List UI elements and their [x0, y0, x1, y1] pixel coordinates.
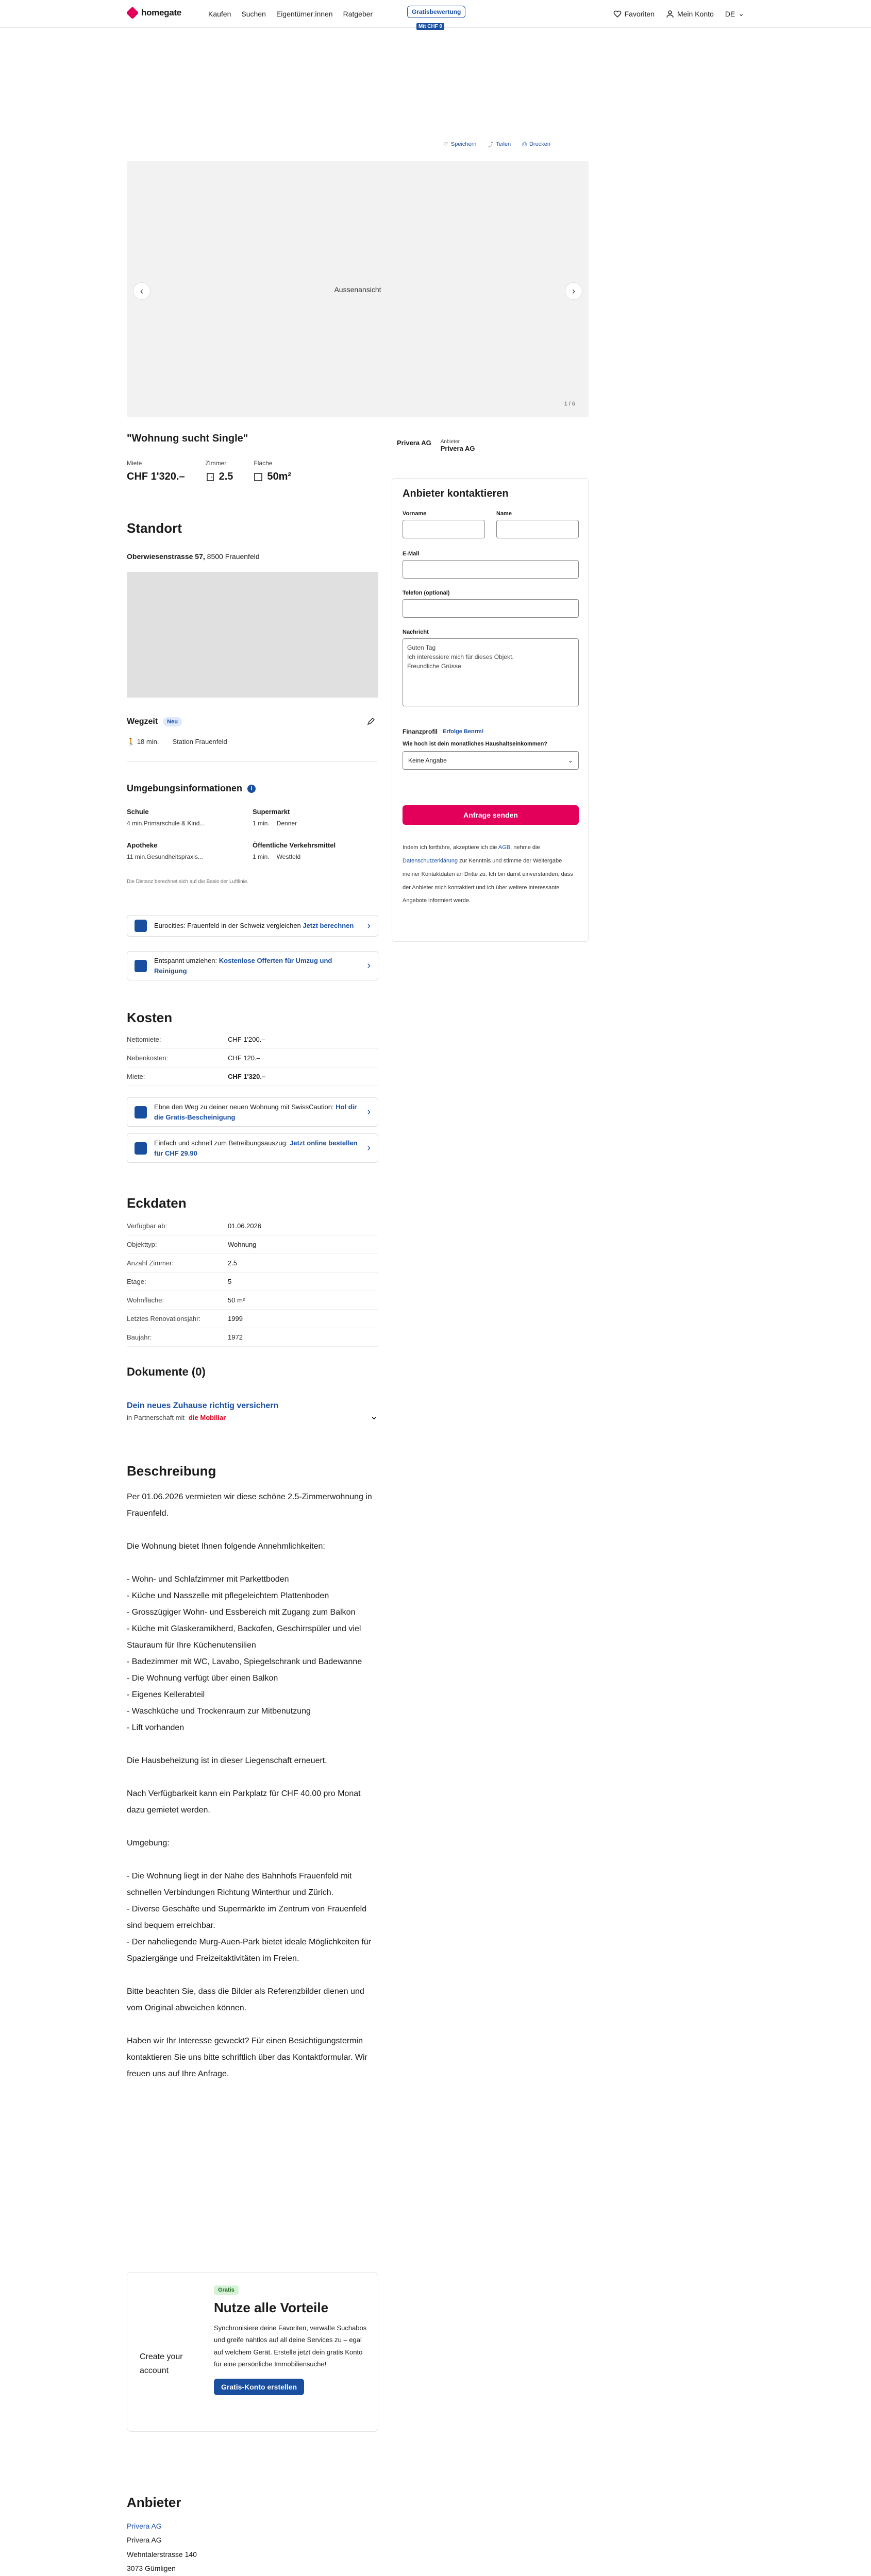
favorites-link[interactable]	[613, 10, 655, 18]
nachricht-textarea[interactable]	[403, 638, 579, 706]
description-text	[127, 1489, 378, 2099]
share-icon: ⤴	[488, 142, 494, 148]
promo-eurocities[interactable]	[127, 915, 378, 937]
wegzeit-label: Wegzeit	[127, 717, 158, 726]
eckdaten-heading: Eckdaten	[127, 1195, 187, 1211]
gallery-image-label: Aussenansicht	[334, 285, 381, 294]
wegzeit-station: Station Frauenfeld	[172, 738, 227, 745]
vorname-field	[403, 511, 485, 538]
table-row	[127, 1030, 378, 1049]
promo-text-b: Jetzt online bestellen für CHF 29.90	[154, 1139, 358, 1157]
promo-text	[154, 1138, 360, 1158]
promo-text-b: Kostenlose Offerten für Umzug und Reinigung	[154, 957, 332, 975]
share-label: Teilen	[496, 141, 511, 147]
wegzeit-minutes: 18 min.	[137, 738, 159, 745]
umgebung-heading	[127, 783, 256, 794]
insurance-partner	[127, 1414, 378, 1421]
surr-title: Apotheke	[127, 841, 158, 849]
divider	[127, 761, 378, 762]
address[interactable]	[127, 552, 260, 561]
send-request-button[interactable]: Anfrage senden	[403, 805, 579, 825]
gallery-prev-button[interactable]	[133, 282, 150, 300]
description-paragraph: Nach Verfügbarkeit kann ein Parkplatz für CHF 40.00 pro Monat dazu gemietet werden.	[127, 1789, 361, 1815]
income-select[interactable]	[403, 751, 579, 770]
wegzeit-time	[127, 738, 159, 746]
fact-flaeche-row	[254, 471, 291, 483]
logo-mark-icon	[126, 7, 139, 20]
surr-d1: 1 min.	[253, 853, 270, 860]
row-value: CHF 1'200.–	[228, 1036, 265, 1043]
document-icon	[135, 1142, 147, 1155]
share-actions	[443, 140, 550, 148]
row-key: Nettomiete:	[127, 1036, 161, 1043]
table-row	[127, 1067, 378, 1086]
nav-ratgeber[interactable]: Ratgeber	[343, 10, 373, 18]
agb-link[interactable]: AGB	[498, 844, 511, 851]
umgebung-title: Umgebungsinformationen	[127, 783, 242, 793]
vorname-input[interactable]	[403, 520, 485, 538]
account-label: Mein Konto	[677, 9, 714, 18]
legal-text-part: Indem ich fortfahre, akzeptiere ich die	[403, 844, 497, 851]
email-input[interactable]	[403, 560, 579, 579]
door-icon	[206, 472, 215, 482]
field-label: Vorname	[403, 511, 427, 517]
fact-miete-value: CHF 1'320.–	[127, 471, 185, 482]
provider-name: Privera AG	[440, 445, 475, 452]
insurance-partner-text: in Partnerschaft mit	[127, 1414, 185, 1421]
kosten-table	[127, 1030, 378, 1086]
promo-text-a: Entspannt umziehen:	[154, 957, 217, 964]
row-value: 50 m²	[228, 1296, 245, 1304]
field-label: Name	[496, 511, 512, 517]
mobiliar-logo: die Mobiliar	[189, 1414, 226, 1421]
description-paragraph: Haben wir Ihr Interesse geweckt? Für einen Besichtigungstermin kontaktieren Sie uns bitte schriftlich über das Kontaktformular. Wir freuen uns auf Ihre Anfrage.	[127, 2037, 367, 2078]
description-paragraph: Bitte beachten Sie, dass die Bilder als Referenzbilder dienen und vom Original abweichen können.	[127, 1987, 364, 2012]
table-row	[127, 1254, 378, 1273]
surr-schule	[127, 808, 253, 827]
save-label: Speichern	[450, 141, 477, 147]
provider-summary	[397, 439, 475, 452]
dokumente-heading: Dokumente (0)	[127, 1365, 206, 1378]
row-key: Etage:	[127, 1278, 146, 1285]
create-account-button[interactable]: Gratis-Konto erstellen	[214, 2379, 304, 2395]
area-icon	[254, 472, 263, 482]
walk-icon: 🚶	[127, 738, 136, 745]
row-value: 2.5	[228, 1259, 238, 1267]
promo-text-b: Jetzt berechnen	[303, 922, 354, 930]
surr-d1: 11 min.Gesundheitspraxis...	[127, 853, 203, 860]
table-row	[127, 1049, 378, 1067]
row-key: Letztes Renovationsjahr:	[127, 1315, 201, 1323]
nachricht-field	[403, 629, 579, 709]
insurance-promo[interactable]	[127, 1401, 378, 1421]
surr-detail	[127, 820, 253, 827]
telefon-field	[403, 590, 579, 618]
row-value: 5	[228, 1278, 232, 1285]
main-nav	[208, 10, 373, 18]
chevron-down-icon: ⌄	[738, 9, 744, 18]
table-row	[127, 1291, 378, 1310]
image-gallery[interactable]	[127, 161, 589, 417]
chevron-down-icon: ⌄	[567, 756, 573, 764]
chevron-right-icon: ›	[367, 1106, 371, 1117]
promo-text	[154, 1102, 360, 1122]
top-navigation-bar	[0, 0, 871, 28]
provider-city: 3073 Gümligen	[127, 2564, 176, 2572]
surr-d1: 1 min.	[253, 820, 270, 827]
kosten-heading: Kosten	[127, 1010, 173, 1025]
table-row	[127, 1328, 378, 1347]
eckdaten-table	[127, 1217, 378, 1347]
fact-zimmer-label: Zimmer	[205, 460, 227, 467]
description-paragraph: - Die Wohnung liegt in der Nähe des Bahnhofs Frauenfeld mit schnellen Verbindungen Richtung Winterthur und Zürich. - Diverse Geschäfte und Supermärkte im Zentrum von Frauenfeld sind bequem erreichbar. - Der naheliegende Murg-Auen-Park bietet ideale Möglichkeiten für Spaziergänge und Freizeitaktivitäten im Freien.	[127, 1872, 372, 1963]
surr-title: Supermarkt	[253, 808, 290, 816]
provider-street: Wehntalerstrasse 140	[127, 2550, 197, 2558]
anbieter-heading: Anbieter	[127, 2495, 181, 2510]
share-button[interactable]	[488, 140, 511, 148]
table-row	[127, 1235, 378, 1254]
chevron-right-icon: ›	[367, 920, 371, 931]
contact-form-title: Anbieter kontaktieren	[403, 488, 509, 499]
name-input[interactable]	[496, 520, 579, 538]
email-field	[403, 551, 579, 579]
row-key: Miete:	[127, 1073, 145, 1080]
language-switch[interactable]	[725, 9, 744, 18]
fact-zimmer	[206, 460, 233, 483]
account-promo-title: Nutze alle Vorteile	[214, 2300, 329, 2315]
row-key: Objekttyp:	[127, 1241, 157, 1248]
language-label: DE	[725, 9, 735, 18]
chevron-right-icon: ›	[367, 960, 371, 971]
surr-d2: Westfeld	[276, 853, 301, 860]
key-facts	[127, 460, 291, 483]
row-key: Nebenkosten:	[127, 1054, 169, 1062]
legal-text	[403, 841, 579, 908]
fact-flaeche-label: Fläche	[254, 460, 273, 467]
fact-zimmer-value: 2.5	[219, 471, 233, 482]
surr-title: Öffentliche Verkehrsmittel	[253, 841, 336, 849]
description-paragraph: - Wohn- und Schlafzimmer mit Parkettboden - Küche und Nasszelle mit pflegeleichtem Plattenboden - Grosszügiger Wohn- und Essbereich mit Zugang zum Balkon - Küche mit Glaskeramikherd, Backofen, Geschirrspüler und viel Stauraum für Ihre Küchenutensilien - Badezimmer mit WC, Lavabo, Spiegelschrank und Badewanne - Die Wohnung verfügt über einen Balkon - Eigenes Kellerabteil - Waschküche und Trockenraum zur Mitbenutzung - Lift vorhanden	[127, 1575, 362, 1732]
beschreibung-heading: Beschreibung	[127, 1463, 216, 1479]
listing-title: "Wohnung sucht Single"	[127, 433, 248, 444]
address-city: 8500 Frauenfeld	[207, 552, 260, 561]
logo-text: homegate	[141, 8, 181, 18]
datenschutz-link[interactable]: Datenschutzerklärung	[403, 857, 458, 864]
address-street: Oberwiesenstrasse 57,	[127, 552, 205, 561]
insurance-title: Dein neues Zuhause richtig versichern	[127, 1401, 279, 1410]
heart-icon: ♡	[443, 141, 448, 148]
finanzprofil-heading	[403, 728, 579, 735]
gallery-next-button[interactable]	[565, 282, 582, 300]
surroundings-grid	[127, 808, 378, 860]
contact-form	[392, 478, 589, 942]
fact-miete-label: Miete	[127, 460, 142, 467]
finanzprofil	[403, 728, 579, 770]
row-value: CHF 120.–	[228, 1054, 260, 1062]
fact-flaeche	[254, 460, 291, 483]
promo-text-b: Hol dir die Gratis-Bescheinigung	[154, 1103, 357, 1121]
edit-icon[interactable]	[367, 717, 375, 725]
header-right	[613, 9, 744, 18]
field-label: Telefon (optional)	[403, 590, 450, 596]
promo-umzug[interactable]	[127, 951, 378, 980]
promo-betreibungsauszug[interactable]	[127, 1133, 378, 1163]
wegzeit-heading	[127, 717, 182, 726]
surr-d2: Denner	[276, 820, 297, 827]
description-paragraph: Umgebung:	[127, 1839, 170, 1848]
print-icon: ⎙	[522, 141, 527, 147]
provider-info	[127, 2519, 280, 2576]
row-key: Wohnfläche:	[127, 1296, 164, 1304]
provider-short-name[interactable]: Privera AG	[397, 439, 431, 447]
legal-text-part: , nehme die	[510, 844, 540, 851]
provider-link[interactable]: Privera AG	[127, 2522, 162, 2530]
row-value: 1972	[228, 1333, 243, 1341]
location-map[interactable]	[127, 572, 378, 698]
shield-icon	[135, 1106, 147, 1118]
surr-detail	[253, 820, 378, 827]
table-row	[127, 1273, 378, 1291]
surroundings-note: Die Distanz berechnet sich auf die Basis der Luftlinie.	[127, 879, 249, 885]
provider-label: Anbieter	[440, 439, 460, 445]
row-value: 1999	[228, 1315, 243, 1323]
promo-swisscaution[interactable]	[127, 1097, 378, 1127]
promo-text	[154, 956, 360, 976]
account-promo-content	[214, 2285, 368, 2395]
surr-oev	[253, 841, 378, 860]
heart-icon	[613, 10, 622, 18]
chevron-left-icon: ‹	[140, 285, 143, 296]
standort-heading: Standort	[127, 520, 182, 536]
surr-detail	[253, 853, 378, 860]
favorites-label: Favoriten	[624, 9, 655, 18]
table-row	[127, 1217, 378, 1235]
promo-text-a: Einfach und schnell zum Betreibungsauszug:	[154, 1139, 288, 1147]
account-promo-side-text: Create your account	[140, 2352, 183, 2376]
promo-text-a: Eurocities: Frauenfeld in der Schweiz vergleichen	[154, 922, 301, 930]
nav-eigentuemer[interactable]: Eigentümer:innen	[276, 10, 333, 18]
info-icon[interactable]: i	[247, 785, 256, 793]
nav-suchen[interactable]: Suchen	[241, 10, 266, 18]
description-paragraph: Die Hausbeheizung ist in dieser Liegenschaft erneuert.	[127, 1756, 327, 1765]
table-row	[127, 1310, 378, 1328]
fact-zimmer-row	[206, 471, 233, 483]
moving-truck-icon	[135, 960, 147, 972]
surr-detail	[127, 853, 253, 860]
row-key: Verfügbar ab:	[127, 1222, 167, 1230]
row-key: Baujahr:	[127, 1333, 152, 1341]
legal-text-part: zur Kenntnis und stimme der Weitergabe meiner Kontaktdaten an Dritte zu.	[403, 857, 562, 877]
promo-text	[154, 921, 360, 931]
homegate-logo[interactable]	[127, 7, 181, 19]
finanzprofil-tag: Erfolge Benrm!	[443, 728, 484, 735]
fact-flaeche-value: 50m²	[267, 471, 292, 482]
user-icon	[666, 10, 674, 18]
telefon-input[interactable]	[403, 599, 579, 618]
row-value: CHF 1'320.–	[228, 1073, 266, 1080]
chevron-down-icon: ⌄	[370, 1411, 378, 1422]
new-badge: Neu	[163, 717, 182, 726]
description-paragraph: Die Wohnung bietet Ihnen folgende Annehmlichkeiten:	[127, 1542, 325, 1551]
chevron-right-icon: ›	[572, 285, 575, 296]
surr-apotheke	[127, 841, 253, 860]
surr-d1: 4 min.Primarschule & Kind...	[127, 820, 205, 827]
surr-title: Schule	[127, 808, 149, 816]
finanzprofil-title: Finanzprofil	[403, 728, 438, 735]
income-select-value: Keine Angabe	[408, 756, 447, 764]
print-button[interactable]	[522, 140, 550, 148]
print-label: Drucken	[529, 141, 550, 147]
nav-gratisbewertung[interactable]: Gratisbewertung	[407, 6, 465, 18]
field-label: Nachricht	[403, 629, 429, 635]
income-question: Wie hoch ist dein monatliches Haushaltseinkommen?	[403, 741, 548, 747]
gratisbewertung-badge: Mit CHF 0	[416, 23, 444, 30]
save-button[interactable]	[443, 140, 476, 148]
compare-icon	[135, 920, 147, 932]
promo-text-a: Ebne den Weg zu deiner neuen Wohnung mit SwissCaution:	[154, 1103, 334, 1111]
account-link[interactable]	[666, 10, 714, 18]
chevron-right-icon: ›	[367, 1142, 371, 1154]
fact-miete	[127, 460, 185, 483]
row-value: Wohnung	[228, 1241, 257, 1248]
account-promo-body: Synchronisiere deine Favoriten, verwalte Suchabos und greife nahtlos auf all deine Services zu – egal auf welchem Gerät. Erstelle jetzt dein gratis Konto für eine persönliche Immobiliensuche!	[214, 2324, 367, 2368]
provider-name: Privera AG	[127, 2536, 162, 2545]
surr-supermarkt	[253, 808, 378, 827]
wegzeit-row	[127, 738, 227, 746]
row-key: Anzahl Zimmer:	[127, 1259, 174, 1267]
description-paragraph: Per 01.06.2026 vermieten wir diese schöne 2.5-Zimmerwohnung in Frauenfeld.	[127, 1493, 372, 1518]
row-value: 01.06.2026	[228, 1222, 262, 1230]
field-label: E-Mail	[403, 551, 420, 557]
name-field	[496, 511, 579, 538]
account-promo-card	[127, 2272, 378, 2432]
nav-kaufen[interactable]: Kaufen	[208, 10, 231, 18]
gallery-counter: 1 / 6	[564, 401, 575, 407]
provider-block	[441, 439, 475, 452]
gratis-badge: Gratis	[214, 2285, 239, 2295]
legal-text-part: Ich bin damit einverstanden, dass der Anbieter mich kontaktiert und ich über weitere interessante Angebote informiert werde.	[403, 871, 573, 904]
